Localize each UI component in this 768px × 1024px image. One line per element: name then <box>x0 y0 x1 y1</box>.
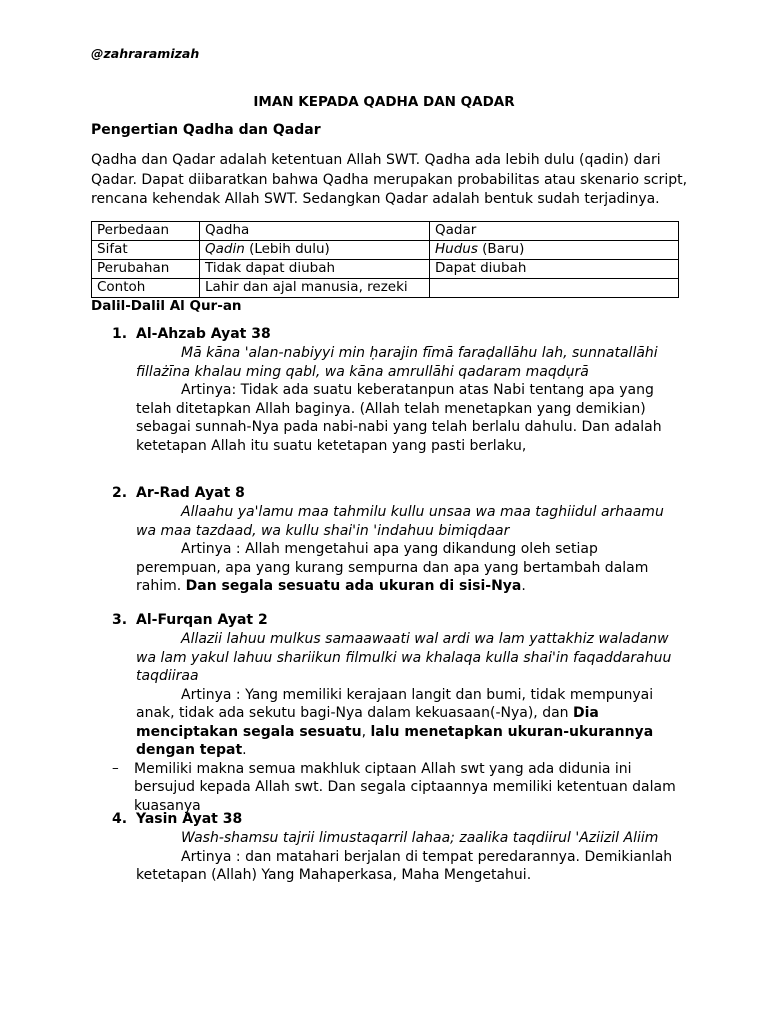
table-cell <box>430 279 679 298</box>
verse-title: Ar-Rad Ayat 8 <box>136 485 245 501</box>
translation-text: Artinya : Yang memiliki kerajaan langit dan bumi, tidak mempunyai anak, tidak ada sekutu bagi-Nya dalam kekuasaan(-Nya), dan <box>136 686 654 721</box>
table-cell <box>430 241 679 260</box>
verse-section <box>112 810 682 885</box>
table-header-cell: Qadar <box>430 222 679 241</box>
section-subtitle: Pengertian Qadha dan Qadar <box>91 122 321 138</box>
author-handle: @zahraramizah <box>91 46 200 61</box>
document-title: IMAN KEPADA QADHA DAN QADAR <box>253 94 515 110</box>
table-cell: Tidak dapat diubah <box>200 260 430 279</box>
translation-end: . <box>521 578 526 594</box>
intro-paragraph: Qadha dan Qadar adalah ketentuan Allah SWT. Qadha ada lebih dulu (qadin) dari Qadar. Dapat diibaratkan bahwa Qadha merupakan probabilitas atau skenario script, rencana kehendak Allah SWT. Sedangkan Qadar adalah bentuk sudah terjadinya. <box>91 152 688 207</box>
table-cell: Lahir dan ajal manusia, rezeki <box>200 279 430 298</box>
verse-title: Yasin Ayat 38 <box>136 811 243 827</box>
table-term-note: (Lebih dulu) <box>244 241 330 257</box>
verse-number: 2. <box>112 485 128 501</box>
verse-latin: Mā kāna 'alan-nabiyyi min ḥarajin fīmā faraḍallāhu lah, sunnatallāhi fillażīna khalau ming qabl, wa kāna amrullāhi qadaram maqdụrā <box>136 345 658 380</box>
verse-heading <box>112 611 682 630</box>
dash-icon: – <box>112 759 119 776</box>
translation-emphasis: Dan segala sesuatu ada ukuran di sisi-Nya <box>185 578 522 594</box>
table-header-cell: Qadha <box>200 222 430 241</box>
table-cell: Dapat diubah <box>430 260 679 279</box>
verse-latin: Allaahu ya'lamu maa tahmilu kullu unsaa wa maa taghiidul arhaamu wa maa tazdaad, wa kullu shai'in 'indahuu bimiqdaar <box>136 504 664 539</box>
translation-separator: , <box>361 723 371 740</box>
translation-emphasis: Dia menciptakan segala sesuatu <box>136 705 599 740</box>
table-header-cell: Perbedaan <box>92 222 200 241</box>
verse-section <box>112 484 682 596</box>
translation-emphasis: lalu menetapkan ukuran-ukurannya dengan tepat <box>136 723 654 758</box>
dalil-heading: Dalil-Dalil Al Qur-an <box>91 298 242 314</box>
verse-section <box>112 325 682 455</box>
verse-heading <box>112 325 682 344</box>
bullet-text: Memiliki makna semua makhluk ciptaan Allah swt yang ada didunia ini bersujud kepada Allah swt. Dan segala ciptaannya memiliki ketentuan dalam kuasanya <box>134 760 676 814</box>
verse-number: 1. <box>112 326 128 342</box>
verse-translation <box>136 540 682 596</box>
table-cell: Sifat <box>92 241 200 260</box>
table-row <box>92 260 679 279</box>
table-term: Qadin <box>205 241 245 257</box>
verse-number: 3. <box>112 612 128 628</box>
verse-latin: Allazii lahuu mulkus samaawaati wal ardi wa lam yattakhiz waladanw wa lam yakul lahuu shariikun filmulki wa khalaqa kulla shai'in faqaddarahuu taqdiiraa <box>136 631 672 684</box>
table-term-note: (Baru) <box>477 241 525 257</box>
table-header-row <box>92 222 679 241</box>
table-cell <box>200 241 430 260</box>
table-cell: Perubahan <box>92 260 200 279</box>
verse-number: 4. <box>112 811 128 827</box>
verse-translation <box>136 686 682 760</box>
verse-latin: Wash-shamsu tajrii limustaqarril lahaa; zaalika taqdiirul 'Aziizil Aliim <box>181 830 659 846</box>
verse-title: Al-Ahzab Ayat 38 <box>136 326 271 342</box>
table-row <box>92 279 679 298</box>
verse-heading <box>112 484 682 503</box>
verse-translation: Artinya: Tidak ada suatu keberatanpun atas Nabi tentang apa yang telah ditetapkan Allah baginya. (Allah telah menetapkan yang demikian) sebagai sunnah-Nya pada nabi-nabi yang telah berlalu dahulu. Dan adalah ketetapan Allah itu suatu ketetapan yang pasti berlaku, <box>136 382 662 454</box>
table-term: Hudus <box>435 241 478 257</box>
table-cell: Contoh <box>92 279 200 298</box>
comparison-table <box>91 221 679 298</box>
translation-text: Artinya : Allah mengetahui apa yang dikandung oleh setiap perempuan, apa yang kurang sempurna dan apa yang bertambah dalam rahim. <box>136 541 649 594</box>
verse-section <box>112 611 682 815</box>
table-row <box>92 241 679 260</box>
verse-heading <box>112 810 682 829</box>
verse-title: Al-Furqan Ayat 2 <box>136 612 268 628</box>
translation-end: . <box>242 742 247 758</box>
verse-translation: Artinya : dan matahari berjalan di tempat peredarannya. Demikianlah ketetapan (Allah) Yang Mahaperkasa, Maha Mengetahui. <box>136 848 673 883</box>
explanation-bullet <box>112 760 682 816</box>
